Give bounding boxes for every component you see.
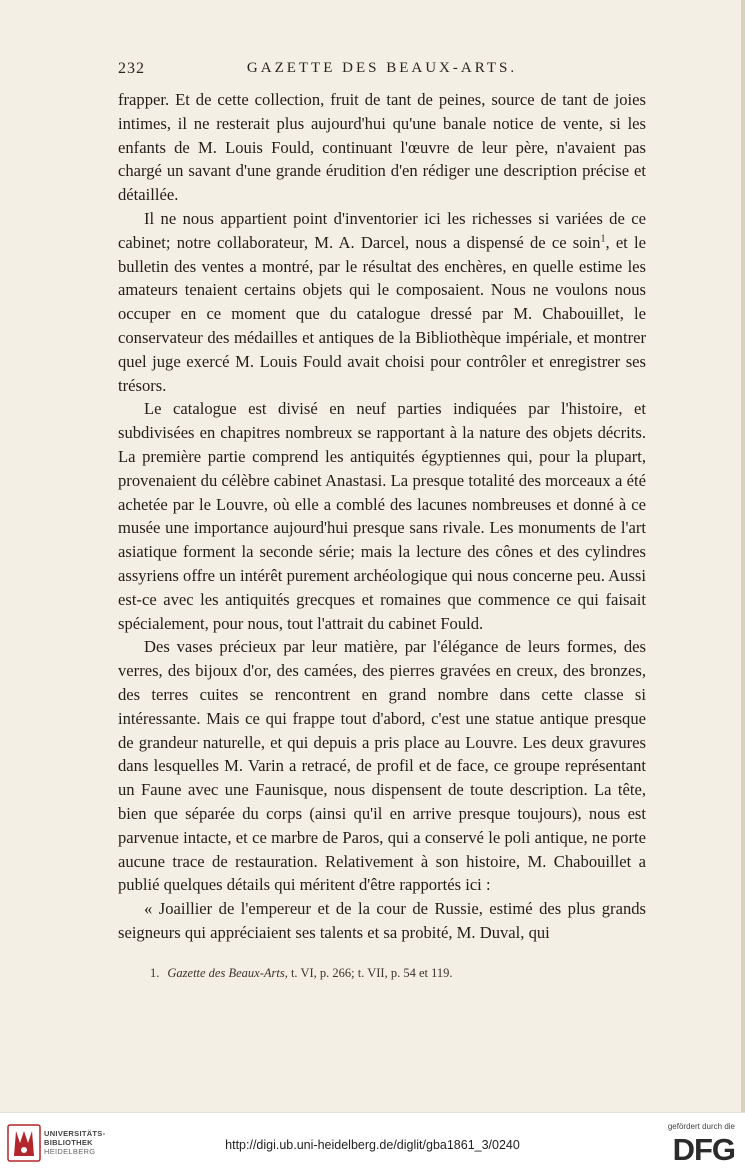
footnote-text: t. VI, p. 266; t. VII, p. 54 et 119. (287, 966, 453, 980)
footnote (150, 966, 650, 981)
paragraph-2 (118, 207, 646, 397)
body-text (118, 88, 646, 945)
footnote-title: Gazette des Beaux-Arts, (167, 966, 288, 980)
footnote-number: 1. (150, 966, 160, 980)
paragraph-5: « Joaillier de l'empereur et de la cour de Russie, estimé des plus grands seigneurs qui appréciaient ses talents et sa probité, M. Duval, qui (118, 899, 646, 942)
paragraph-1: frapper. Et de cette collection, fruit de tant de peines, source de tant de joies intimes, il ne resterait plus aujourd'hui qu'une banale notice de vente, si les enfants de M. Louis Fould, continuant l'œuvre de leur père, n'avaient pas chargé un savant d'une grande érudition d'en rédiger une description précise et détaillée. (118, 90, 646, 205)
library-name-line3: HEIDELBERG (44, 1147, 96, 1156)
library-name-line1: UNIVERSITÄTS- (44, 1129, 106, 1138)
page-number: 232 (118, 60, 145, 77)
footer-bar (0, 1112, 745, 1171)
journal-title: GAZETTE DES BEAUX-ARTS. (246, 60, 518, 76)
dfg-logo-icon[interactable]: DFG (672, 1132, 735, 1167)
permalink-url[interactable]: http://digi.ub.uni-heidelberg.de/diglit/gba1861_3/0240 (225, 1138, 520, 1152)
page-edge (741, 0, 745, 1112)
funding-text: gefördert durch die (667, 1122, 735, 1131)
paragraph-4: Des vases précieux par leur matière, par l'élégance de leurs formes, des verres, des bijoux d'or, des camées, des pierres gravées en creux, des bronzes, des terres cuites se rencontrent en grand nombre dans cette classe si intéressante. Mais ce qui frappe tout d'abord, c'est une statue antique presque de grandeur naturelle, et qui depuis a pris place au Louvre. Les deux gravures dans lesquelles M. Varin a retracé, de profil et de face, ce groupe représentant un Faune avec une Faunisque, nous dispensent de toute description. La tête, bien que séparée du corps (ainsi qu'il en arrive presque toujours), nous est parvenue intacte, et ce marbre de Paros, qui a conservé le poli antique, ne porte aucune trace de restauration. Relativement à son histoire, M. Chabouillet a publié quelques détails qui méritent d'être rapportés ici : (118, 637, 646, 895)
paragraph-2-start: Il ne nous appartient point d'inventorier ici les richesses si variées de ce cabinet; notre collaborateur, M. A. Darcel, nous a dispensé de ce soin (118, 208, 646, 252)
paragraph-3: Le catalogue est divisé en neuf parties indiquées par l'histoire, et subdivisées en chapitres nombreux se rapportant à la nature des objets décrits. La première partie comprend les antiquités égyptiennes qui, pour la plupart, provenaient du célèbre cabinet Anastasi. La presque totalité des morceaux a été achetée par le Louvre, où elle a comblé des lacunes nombreuses et donné à ce musée une importance aujourd'hui presque sans rivale. Les monuments de l'art asiatique forment la seconde série; mais la lecture des cônes et des cylindres assyriens offre un intérêt purement archéologique qui nous concerne peu. Aussi est-ce avec les antiquités grecques et romaines que commence ce qui faisait spécialement, pour nous, tout l'attrait du cabinet Fould. (118, 399, 646, 633)
running-head (118, 60, 646, 84)
library-name-line2: BIBLIOTHEK (44, 1138, 93, 1147)
footnote-reference[interactable]: 1 (600, 233, 606, 245)
paragraph-2-end: , et le bulletin des ventes a montré, par le résultat des enchères, en quelle estime les amateurs tenaient certains objets qui le composaient. Nous ne voulons nous occuper en ce moment que du catalogue dressé par M. Chabouillet, le conservateur des médailles et antiques de la Bibliothèque impériale, et montrer quel juge exercé M. Louis Fould avait choisi pour contrôler et enregistrer ses trésors. (118, 232, 646, 395)
